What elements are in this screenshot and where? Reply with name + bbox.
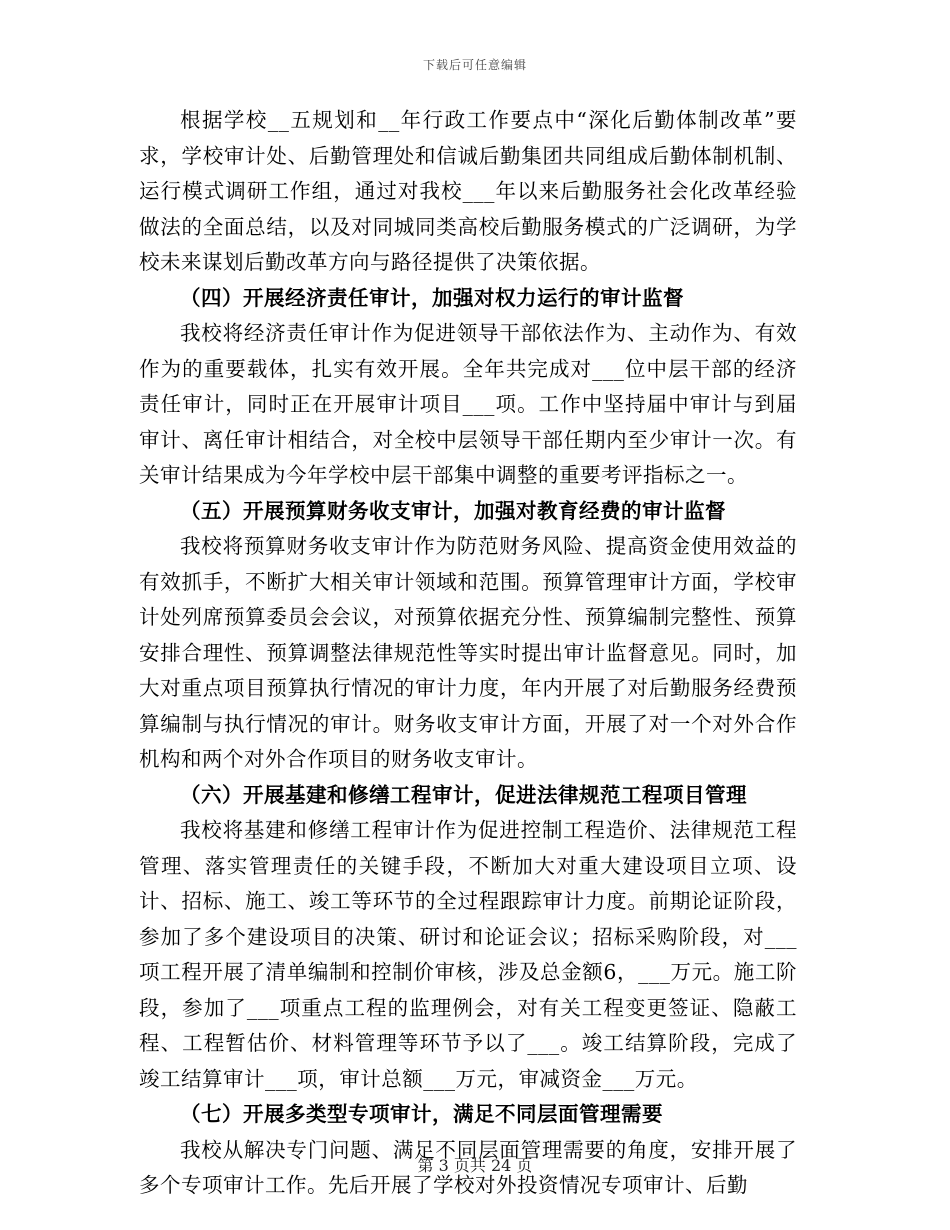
paragraph-construction-audit: 我校将基建和修缮工程审计作为促进控制工程造价、法律规范工程管理、落实管理责任的关键手段，不断加大对重大建设项目立项、设计、招标、施工、竣工等环节的全过程跟踪审计力度。前期论证阶段，参加了多个建设项目的决策、研讨和论证会议；招标采购阶段，对___项工程开展了清单编制和控制价审核，涉及总金额6，___万元。施工阶段，参加了___项重点工程的监理例会，对有关工程变更签证、隐蔽工程、工程暂估价、材料管理等环节予以了___。竣工结算阶段，完成了竣工结算审计___项，审计总额___万元，审减资金___万元。 — [139, 818, 797, 1091]
document-body — [139, 103, 797, 1204]
paragraph-reform-research: 根据学校__五规划和__年行政工作要点中“深化后勤体制改革”要求，学校审计处、后勤管理处和信诚后勤集团共同组成后勤体制机制、运行模式调研工作组，通过对我校___年以来后勤服务社会化改革经验做法的全面总结，以及对同城同类高校后勤服务模式的广泛调研，为学校未来谋划后勤改革方向与路径提供了决策依据。 — [139, 108, 797, 274]
page-header-note: 下载后可任意编辑 — [422, 58, 527, 72]
section-heading-budget-audit: （五）开展预算财务收支审计，加强对教育经费的审计监督 — [180, 498, 726, 523]
paragraph-economic-audit: 我校将经济责任审计作为促进领导干部依法作为、主动作为、有效作为的重要载体，扎实有效开展。全年共完成对___位中层干部的经济责任审计，同时正在开展审计项目___项。工作中坚持届中审计与到届审计、离任审计相结合，对全校中层领导干部任期内至少审计一次。有关审计结果成为今年学校中层干部集中调整的重要考评指标之一。 — [139, 321, 797, 487]
section-heading-construction-audit: （六）开展基建和修缮工程审计，促进法律规范工程项目管理 — [180, 782, 747, 807]
page-number-footer: 第 3 页共 24 页 — [417, 1156, 533, 1175]
paragraph-special-audit: 我校从解决专门问题、满足不同层面管理需要的角度，安排开展了多个专项审计工作。先后开展了学校对外投资情况专项审计、后勤 — [139, 1137, 797, 1197]
paragraph-budget-audit: 我校将预算财务收支审计作为防范财务风险、提高资金使用效益的有效抓手，不断扩大相关审计领域和范围。预算管理审计方面，学校审计处列席预算委员会会议，对预算依据充分性、预算编制完整性、预算安排合理性、预算调整法律规范性等实时提出审计监督意见。同时，加大对重点项目预算执行情况的审计力度，年内开展了对后勤服务经费预算编制与执行情况的审计。财务收支审计方面，开展了对一个对外合作机构和两个对外合作项目的财务收支审计。 — [139, 534, 797, 771]
section-heading-special-audit: （七）开展多类型专项审计，满足不同层面管理需要 — [180, 1102, 663, 1126]
section-heading-economic-audit: （四）开展经济责任审计，加强对权力运行的审计监督 — [180, 285, 684, 310]
